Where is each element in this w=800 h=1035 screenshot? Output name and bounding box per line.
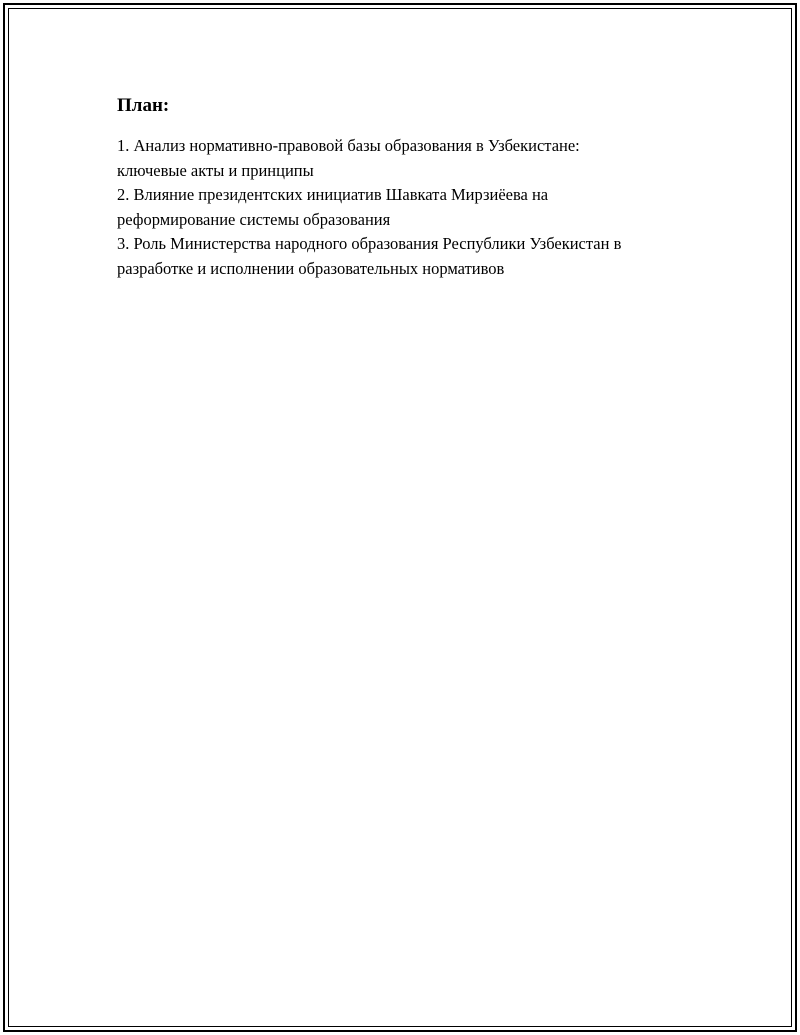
plan-item-2-line-2: реформирование системы образования — [117, 209, 391, 229]
plan-item-1-line-1: 1. Анализ нормативно-правовой базы образования в Узбекистане: — [117, 136, 580, 155]
plan-item-1-line-2: ключевые акты и принципы — [117, 160, 314, 180]
plan-item-3-line-2: разработке и исполнении образовательных нормативов — [117, 258, 505, 278]
plan-item-2-line-1: 2. Влияние президентских инициатив Шавката Мирзиёева на — [117, 185, 549, 204]
document-content — [117, 92, 717, 281]
plan-item-1 — [117, 134, 717, 183]
plan-item-3 — [117, 232, 717, 281]
plan-item-3-line-1: 3. Роль Министерства народного образования Республики Узбекистан в — [117, 234, 622, 253]
plan-heading: План: — [117, 95, 170, 116]
plan-item-2 — [117, 183, 717, 232]
plan-list — [117, 134, 717, 281]
